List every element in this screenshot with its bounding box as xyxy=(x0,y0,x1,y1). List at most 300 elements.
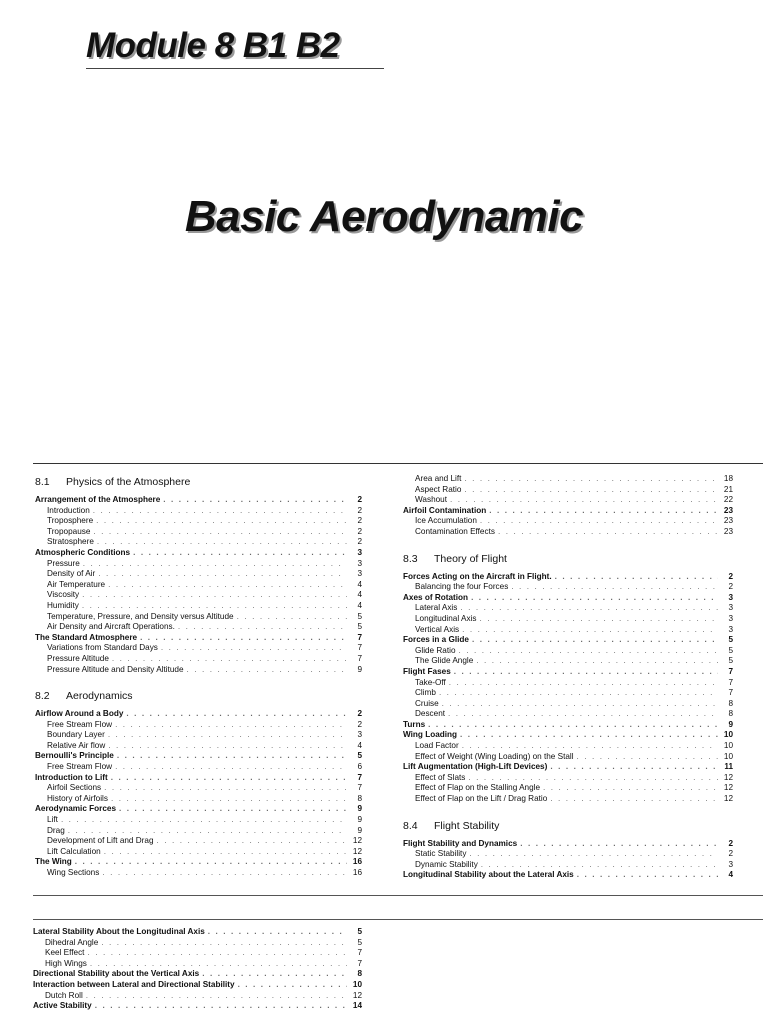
toc-dot-leader xyxy=(555,572,718,583)
toc-entry-label: Dynamic Stability xyxy=(415,859,478,869)
toc-dot-leader xyxy=(115,762,347,773)
toc-dot-leader xyxy=(104,783,347,794)
toc-entry-label: Airfoil Sections xyxy=(47,783,102,793)
module-title: Module 8 B1 B2 xyxy=(86,26,340,65)
toc-entry-main xyxy=(35,548,362,559)
toc-entry-page: 12 xyxy=(723,783,733,793)
toc-entry-page: 5 xyxy=(357,927,362,936)
toc-entry-page: 3 xyxy=(357,730,362,740)
toc-entry-page: 7 xyxy=(728,666,733,676)
toc-entry-page: 7 xyxy=(728,677,733,687)
toc-entry-page: 2 xyxy=(357,505,362,515)
toc-entry-page: 16 xyxy=(352,857,362,867)
toc-entry-label: Free Stream Flow xyxy=(47,719,113,729)
toc-entry-main xyxy=(35,857,362,868)
toc-dot-leader xyxy=(117,751,347,762)
toc-dot-leader xyxy=(460,603,718,614)
toc-entry-page: 2 xyxy=(728,838,733,848)
toc-entry-page: 2 xyxy=(728,849,733,859)
toc-entry-main xyxy=(33,980,362,991)
toc-entry-label: Lateral Stability About the Longitudinal Axis xyxy=(33,927,205,936)
toc-entry-label: Effect of Flap on the Stalling Angle xyxy=(415,783,541,793)
toc-section-number: 8.2 xyxy=(35,690,50,703)
toc-entry-sub xyxy=(35,762,362,773)
toc-entry-sub xyxy=(35,569,362,580)
toc-dot-leader xyxy=(96,516,347,527)
toc-entry-main xyxy=(35,495,362,506)
toc-entry-sub xyxy=(35,516,362,527)
toc-entry-label: Pressure Altitude xyxy=(47,653,109,663)
toc-entry-label: Lift Calculation xyxy=(47,846,101,856)
toc-entry-page: 2 xyxy=(357,709,362,719)
toc-entry-main xyxy=(403,635,733,646)
toc-entry-label: Take-Off xyxy=(415,677,446,687)
toc-entry-sub xyxy=(403,485,733,496)
toc-entry-label: Introduction xyxy=(47,505,90,515)
toc-dot-leader xyxy=(108,580,347,591)
toc-dot-leader xyxy=(108,730,347,741)
toc-entry-page: 12 xyxy=(723,794,733,804)
toc-entry-label: Drag xyxy=(47,825,65,835)
toc-dot-leader xyxy=(82,601,347,612)
toc-entry-page: 8 xyxy=(357,969,362,979)
toc-entry-label: Balancing the four Forces xyxy=(415,582,509,592)
toc-dot-leader xyxy=(464,474,718,485)
toc-entry-label: Climb xyxy=(415,688,436,698)
toc-entry-page: 10 xyxy=(723,730,733,740)
toc-entry-page: 10 xyxy=(723,741,733,751)
toc-entry-sub xyxy=(33,991,362,1002)
toc-entry-label: Forces Acting on the Aircraft in Flight. xyxy=(403,571,552,581)
toc-entry-sub xyxy=(403,783,733,794)
toc-entry-label: Arrangement of the Atmosphere xyxy=(35,495,161,504)
toc-entry-page: 4 xyxy=(357,740,362,750)
toc-entry-page: 4 xyxy=(357,600,362,610)
toc-entry-sub xyxy=(33,938,362,949)
toc-entry-label: Static Stability xyxy=(415,849,467,859)
toc-entry-page: 3 xyxy=(728,613,733,623)
toc-entry-page: 12 xyxy=(723,772,733,782)
toc-entry-label: Troposphere xyxy=(47,516,94,526)
toc-entry-sub xyxy=(403,603,733,614)
toc-dot-leader xyxy=(101,938,347,949)
toc-dot-leader xyxy=(577,870,718,881)
toc-entry-sub xyxy=(35,580,362,591)
toc-dot-leader xyxy=(61,815,347,826)
toc-entry-label: Aerodynamic Forces xyxy=(35,804,116,814)
toc-entry-label: Lift xyxy=(47,815,58,825)
toc-dot-leader xyxy=(469,849,718,860)
toc-dot-leader xyxy=(157,836,348,847)
toc-entry-label: Longitudinal Axis xyxy=(415,613,477,623)
toc-entry-page: 14 xyxy=(352,1001,362,1011)
toc-section-title: Theory of Flight xyxy=(434,552,507,565)
toc-dot-leader xyxy=(111,794,347,805)
toc-entry-sub xyxy=(35,559,362,570)
toc-entry-page: 7 xyxy=(728,688,733,698)
toc-entry-page: 7 xyxy=(357,958,362,968)
toc-entry-main xyxy=(35,804,362,815)
toc-entry-sub xyxy=(35,794,362,805)
toc-entry-label: Longitudinal Stability about the Lateral Axis xyxy=(403,870,574,880)
toc-dot-leader xyxy=(82,590,347,601)
toc-dot-leader xyxy=(104,847,347,858)
toc-entry-label: Cruise xyxy=(415,698,439,708)
toc-dot-leader xyxy=(208,927,347,938)
toc-entry-page: 10 xyxy=(352,979,362,989)
toc-entry-sub xyxy=(403,646,733,657)
toc-entry-page: 2 xyxy=(728,582,733,592)
toc-entry-page: 7 xyxy=(357,948,362,958)
toc-dot-leader xyxy=(479,614,718,625)
toc-dot-leader xyxy=(187,665,347,676)
toc-dot-leader xyxy=(83,559,347,570)
toc-entry-sub xyxy=(403,614,733,625)
toc-section-number: 8.1 xyxy=(35,476,50,488)
toc-entry-label: Air Temperature xyxy=(47,579,106,589)
toc-entry-page: 10 xyxy=(723,751,733,761)
toc-entry-main xyxy=(403,839,733,850)
toc-entry-page: 12 xyxy=(352,990,362,1000)
toc-entry-label: The Wing xyxy=(35,857,72,867)
toc-dot-leader xyxy=(108,741,347,752)
toc-entry-label: Axes of Rotation xyxy=(403,592,469,602)
toc-entry-sub xyxy=(403,678,733,689)
toc-section-title: Physics of the Atmosphere xyxy=(66,476,191,488)
toc-dot-leader xyxy=(481,860,718,871)
toc-entry-page: 4 xyxy=(357,590,362,600)
toc-dot-leader xyxy=(102,868,347,879)
toc-entry-label: Development of Lift and Drag xyxy=(47,836,154,846)
toc-entry-label: Ice Accumulation xyxy=(415,516,477,526)
toc-entry-label: Vertical Axis xyxy=(415,624,460,634)
toc-entry-label: Lateral Axis xyxy=(415,603,458,613)
toc-entry-page: 23 xyxy=(723,516,733,526)
toc-dot-leader xyxy=(462,741,718,752)
toc-dot-leader xyxy=(476,656,718,667)
toc-entry-label: Air Density and Aircraft Operations. xyxy=(47,622,175,632)
toc-entry-sub xyxy=(35,612,362,623)
toc-entry-label: Directional Stability about the Vertical Axis xyxy=(33,969,200,979)
toc-section-title: Aerodynamics xyxy=(66,690,133,703)
toc-entry-page: 7 xyxy=(357,783,362,793)
toc-entry-page: 5 xyxy=(357,611,362,621)
toc-entry-sub xyxy=(35,783,362,794)
toc-entry-label: Stratosphere xyxy=(47,537,94,547)
toc-divider-rule-2 xyxy=(33,919,763,920)
toc-dot-leader xyxy=(480,516,718,527)
toc-entry-page: 3 xyxy=(728,603,733,613)
toc-entry-sub xyxy=(403,699,733,710)
toc-entry-sub xyxy=(35,654,362,665)
toc-entry-label: Descent xyxy=(415,709,446,719)
toc-entry-main xyxy=(403,730,733,741)
toc-entry-page: 5 xyxy=(357,751,362,761)
toc-entry-page: 2 xyxy=(357,495,362,504)
toc-dot-leader xyxy=(439,688,718,699)
toc-entry-page: 3 xyxy=(728,624,733,634)
toc-section-heading xyxy=(35,689,362,703)
toc-entry-label: Dihedral Angle xyxy=(45,937,99,947)
toc-entry-page: 4 xyxy=(728,870,733,880)
toc-dot-leader xyxy=(202,969,347,980)
toc-dot-leader xyxy=(97,537,347,548)
toc-dot-leader xyxy=(98,569,347,580)
toc-section-number: 8.3 xyxy=(403,552,418,565)
toc-entry-main xyxy=(403,720,733,731)
toc-dot-leader xyxy=(163,495,347,506)
toc-entry-sub xyxy=(35,622,362,633)
toc-dot-leader xyxy=(489,506,718,517)
toc-entry-main xyxy=(403,870,733,881)
toc-section-heading xyxy=(403,819,733,833)
toc-dot-leader xyxy=(472,635,718,646)
toc-entry-page: 5 xyxy=(357,937,362,947)
toc-dot-leader xyxy=(449,678,718,689)
toc-entry-label: Keel Effect xyxy=(45,948,85,958)
toc-section-number: 8.4 xyxy=(403,819,418,832)
toc-entry-label: Effect of Flap on the Lift / Drag Ratio xyxy=(415,794,548,804)
toc-entry-main xyxy=(33,927,362,938)
toc-entry-page: 2 xyxy=(357,526,362,536)
toc-entry-label: Interaction between Lateral and Directional Stability xyxy=(33,979,235,989)
toc-entry-page: 7 xyxy=(357,632,362,642)
toc-dot-leader xyxy=(68,826,347,837)
toc-entry-label: Tropopause xyxy=(47,526,91,536)
toc-entry-page: 7 xyxy=(357,772,362,782)
toc-entry-label: Wing Sections xyxy=(47,868,100,877)
toc-entry-page: 5 xyxy=(728,635,733,645)
toc-entry-sub xyxy=(35,815,362,826)
toc-entry-page: 3 xyxy=(357,569,362,579)
toc-dot-leader xyxy=(87,948,347,959)
toc-entry-sub xyxy=(35,826,362,837)
toc-entry-label: Density of Air xyxy=(47,569,96,579)
toc-top-rule xyxy=(33,463,763,464)
toc-entry-label: Aspect Ratio xyxy=(415,484,462,494)
toc-entry-label: Active Stability xyxy=(33,1001,92,1011)
toc-entry-label: Pressure Altitude and Density Altitude xyxy=(47,664,184,674)
document-title: Basic Aerodynamic xyxy=(184,192,584,241)
toc-dot-leader xyxy=(140,633,347,644)
toc-entry-label: Flight Stability and Dynamics xyxy=(403,838,518,848)
toc-entry-page: 16 xyxy=(352,868,362,877)
toc-entry-label: Variations from Standard Days xyxy=(47,643,158,653)
toc-dot-leader xyxy=(550,762,718,773)
toc-dot-leader xyxy=(111,773,347,784)
toc-entry-page: 3 xyxy=(728,592,733,602)
toc-entry-label: Wing Loading xyxy=(403,730,458,740)
toc-entry-page: 5 xyxy=(728,645,733,655)
toc-dot-leader xyxy=(462,625,718,636)
toc-entry-page: 7 xyxy=(357,653,362,663)
toc-entry-page: 5 xyxy=(357,622,362,632)
toc-entry-sub xyxy=(403,752,733,763)
toc-entry-page: 2 xyxy=(357,719,362,729)
toc-entry-page: 8 xyxy=(728,709,733,719)
toc-entry-sub xyxy=(403,582,733,593)
toc-entry-label: Lift Augmentation (High-Lift Devices) xyxy=(403,762,548,772)
toc-section-heading xyxy=(403,552,733,566)
toc-entry-label: Boundary Layer xyxy=(47,730,105,740)
toc-dot-leader xyxy=(178,622,347,633)
toc-entry-page: 3 xyxy=(357,547,362,557)
toc-entry-label: Effect of Slats xyxy=(415,772,466,782)
toc-entry-sub xyxy=(35,836,362,847)
toc-entry-main xyxy=(35,773,362,784)
toc-entry-page: 18 xyxy=(723,474,733,483)
toc-dot-leader xyxy=(126,709,347,720)
toc-dot-leader xyxy=(161,643,347,654)
toc-entry-sub xyxy=(403,656,733,667)
toc-entry-sub xyxy=(35,741,362,752)
toc-entry-label: Flight Fases xyxy=(403,666,451,676)
toc-entry-label: Contamination Effects xyxy=(415,526,495,536)
toc-dot-leader xyxy=(577,752,718,763)
toc-dot-leader xyxy=(471,593,718,604)
toc-entry-sub xyxy=(403,495,733,506)
toc-entry-page: 2 xyxy=(357,516,362,526)
toc-entry-label: Atmospheric Conditions xyxy=(35,547,131,557)
toc-entry-label: Free Stream Flow xyxy=(47,762,113,772)
toc-entry-sub xyxy=(35,868,362,879)
toc-dot-leader xyxy=(115,720,347,731)
toc-section-heading xyxy=(35,475,362,489)
toc-entry-sub xyxy=(33,959,362,970)
toc-entry-sub xyxy=(403,741,733,752)
toc-entry-sub xyxy=(33,948,362,959)
toc-entry-sub xyxy=(403,625,733,636)
toc-entry-sub xyxy=(35,847,362,858)
toc-entry-main xyxy=(403,593,733,604)
toc-entry-page: 12 xyxy=(352,846,362,856)
toc-dot-leader xyxy=(448,709,718,720)
toc-entry-sub xyxy=(403,527,733,538)
toc-dot-leader xyxy=(442,699,718,710)
toc-entry-sub xyxy=(35,537,362,548)
toc-entry-sub xyxy=(403,516,733,527)
toc-dot-leader xyxy=(93,506,347,517)
toc-entry-label: Turns xyxy=(403,719,426,729)
toc-entry-label: Glide Ratio xyxy=(415,645,456,655)
toc-entry-sub xyxy=(403,849,733,860)
toc-entry-main xyxy=(33,1001,362,1012)
toc-entry-main xyxy=(35,633,362,644)
toc-entry-label: Introduction to Lift xyxy=(35,772,108,782)
toc-section-title: Flight Stability xyxy=(434,819,500,832)
toc-entry-main xyxy=(35,751,362,762)
toc-entry-page: 11 xyxy=(724,762,733,772)
toc-dot-leader xyxy=(428,720,718,731)
toc-entry-sub xyxy=(35,601,362,612)
toc-entry-label: Load Factor xyxy=(415,741,459,751)
toc-entry-label: The Standard Atmosphere xyxy=(35,632,138,642)
toc-entry-label: Bernoulli's Principle xyxy=(35,751,114,761)
toc-entry-page: 7 xyxy=(357,643,362,653)
toc-entry-sub xyxy=(35,720,362,731)
toc-entry-sub xyxy=(403,709,733,720)
toc-entry-page: 9 xyxy=(357,804,362,814)
toc-dot-leader xyxy=(86,991,347,1002)
toc-entry-sub xyxy=(35,643,362,654)
toc-entry-label: Forces in a Glide xyxy=(403,635,469,645)
toc-dot-leader xyxy=(464,485,718,496)
toc-entry-sub xyxy=(403,860,733,871)
toc-dot-leader xyxy=(75,857,347,868)
toc-entry-label: Washout xyxy=(415,495,448,505)
toc-entry-page: 4 xyxy=(357,579,362,589)
toc-entry-sub xyxy=(35,527,362,538)
toc-divider-rule-1 xyxy=(33,895,763,896)
toc-entry-sub xyxy=(403,688,733,699)
toc-entry-label: History of Airfoils xyxy=(47,793,108,803)
toc-entry-label: Relative Air flow xyxy=(47,740,106,750)
toc-entry-page: 3 xyxy=(357,558,362,568)
toc-dot-leader xyxy=(459,646,718,657)
toc-entry-label: Temperature, Pressure, and Density versus Altitude xyxy=(47,611,234,621)
toc-dot-leader xyxy=(95,1001,347,1012)
toc-entry-page: 22 xyxy=(723,495,733,505)
toc-entry-label: High Wings xyxy=(45,958,87,968)
toc-entry-page: 8 xyxy=(357,793,362,803)
toc-entry-page: 9 xyxy=(728,719,733,729)
toc-entry-page: 12 xyxy=(352,836,362,846)
toc-dot-leader xyxy=(119,804,347,815)
toc-entry-page: 9 xyxy=(357,664,362,674)
toc-entry-sub xyxy=(35,590,362,601)
title-underline xyxy=(86,68,384,69)
toc-dot-leader xyxy=(112,654,347,665)
toc-dot-leader xyxy=(520,839,718,850)
toc-entry-main xyxy=(33,969,362,980)
toc-entry-sub xyxy=(403,773,733,784)
toc-entry-page: 3 xyxy=(728,859,733,869)
toc-dot-leader xyxy=(93,527,347,538)
toc-right-column xyxy=(403,474,733,881)
toc-entry-main xyxy=(35,709,362,720)
toc-entry-label: Dutch Roll xyxy=(45,990,83,1000)
toc-entry-label: Airflow Around a Body xyxy=(35,709,124,719)
toc-entry-page: 23 xyxy=(723,526,733,536)
toc-entry-page: 2 xyxy=(357,537,362,547)
toc-entry-label: Area and Lift xyxy=(415,474,462,483)
toc-entry-sub xyxy=(35,665,362,676)
toc-entry-label: Pressure xyxy=(47,558,80,568)
toc-bottom-column xyxy=(33,927,362,1012)
toc-dot-leader xyxy=(468,773,718,784)
toc-entry-sub xyxy=(403,794,733,805)
toc-dot-leader xyxy=(543,783,718,794)
toc-dot-leader xyxy=(237,612,347,623)
toc-entry-sub xyxy=(403,474,733,485)
toc-entry-sub xyxy=(35,730,362,741)
toc-entry-main xyxy=(403,667,733,678)
toc-entry-label: Humidity xyxy=(47,600,79,610)
toc-entry-page: 9 xyxy=(357,825,362,835)
toc-dot-leader xyxy=(454,667,718,678)
toc-entry-label: Effect of Weight (Wing Loading) on the Stall xyxy=(415,751,574,761)
toc-left-column xyxy=(35,465,362,879)
toc-entry-page: 6 xyxy=(357,762,362,772)
toc-entry-label: Viscosity xyxy=(47,590,80,600)
toc-entry-main xyxy=(403,762,733,773)
toc-dot-leader xyxy=(550,794,718,805)
toc-dot-leader xyxy=(511,582,718,593)
toc-entry-page: 21 xyxy=(723,484,733,494)
toc-entry-page: 2 xyxy=(728,571,733,581)
toc-entry-page: 9 xyxy=(357,815,362,825)
toc-entry-main xyxy=(403,506,733,517)
